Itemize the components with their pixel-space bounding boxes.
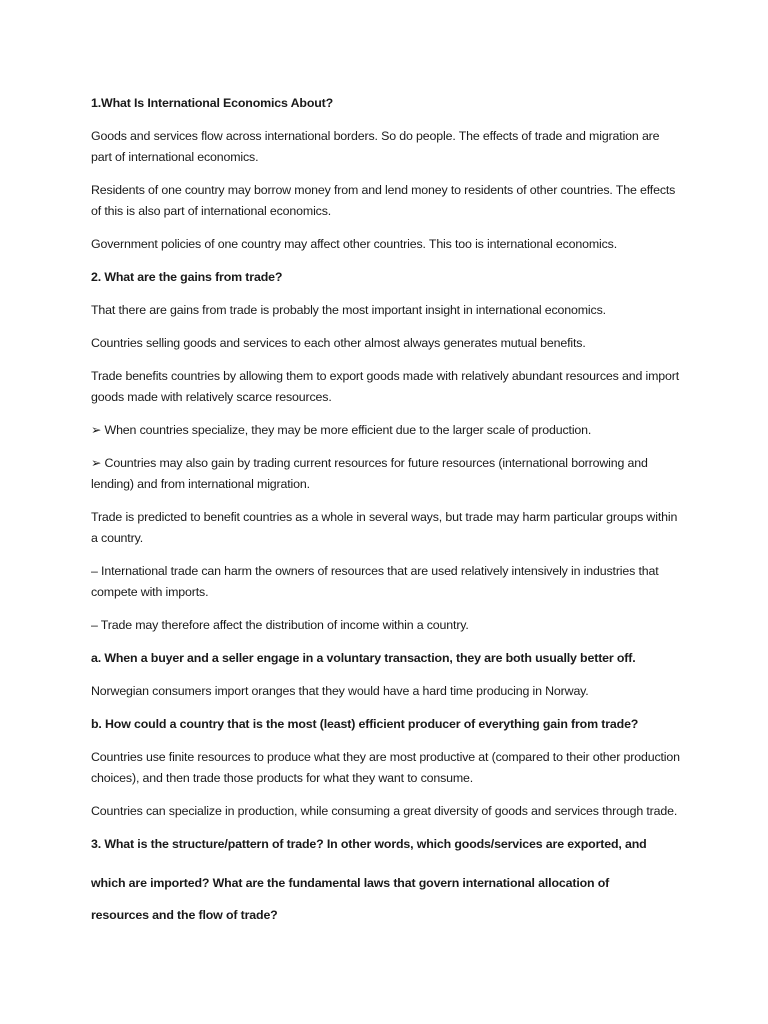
- heading-line: 3. What is the structure/pattern of trade? In other words, which goods/services are exported, and: [91, 837, 647, 851]
- subheading-efficient-producer: b. How could a country that is the most (least) efficient producer of everything gain from trade?: [91, 717, 639, 731]
- document-body: [91, 93, 681, 932]
- paragraph: That there are gains from trade is probably the most important insight in international economics.: [91, 303, 606, 317]
- paragraph: Goods and services flow across international borders. So do people. The effects of trade and migration are part of international economics.: [91, 129, 660, 164]
- heading-line: resources and the flow of trade?: [91, 908, 278, 922]
- paragraph: Norwegian consumers import oranges that they would have a hard time producing in Norway.: [91, 684, 589, 698]
- paragraph: Government policies of one country may affect other countries. This too is international economics.: [91, 237, 618, 251]
- paragraph: Countries can specialize in production, while consuming a great diversity of goods and services through trade.: [91, 804, 678, 818]
- paragraph: Trade benefits countries by allowing them to export goods made with relatively abundant resources and import goods made with relatively scarce resources.: [91, 369, 680, 404]
- paragraph: Residents of one country may borrow money from and lend money to residents of other countries. The effects of this is also part of international economics.: [91, 183, 676, 218]
- dash-item: – International trade can harm the owners of resources that are used relatively intensively in industries that compete with imports.: [91, 564, 659, 599]
- heading-structure-of-trade: [91, 834, 681, 932]
- paragraph: Countries use finite resources to produce what they are most productive at (compared to their other production choices), and then trade those products for what they want to consume.: [91, 750, 680, 785]
- paragraph: Countries selling goods and services to each other almost always generates mutual benefits.: [91, 336, 586, 350]
- subheading-voluntary-transaction: a. When a buyer and a seller engage in a voluntary transaction, they are both usually better off.: [91, 651, 636, 665]
- bullet-item: ➢ When countries specialize, they may be more efficient due to the larger scale of production.: [91, 423, 592, 437]
- paragraph: Trade is predicted to benefit countries as a whole in several ways, but trade may harm particular groups within a country.: [91, 510, 678, 545]
- dash-item: – Trade may therefore affect the distribution of income within a country.: [91, 618, 469, 632]
- bullet-item: ➢ Countries may also gain by trading current resources for future resources (international borrowing and lending) and from international migration.: [91, 456, 648, 491]
- heading-line: which are imported? What are the fundamental laws that govern international allocation of: [91, 875, 610, 890]
- heading-international-economics: 1.What Is International Economics About?: [91, 96, 334, 110]
- heading-gains-from-trade: 2. What are the gains from trade?: [91, 270, 283, 284]
